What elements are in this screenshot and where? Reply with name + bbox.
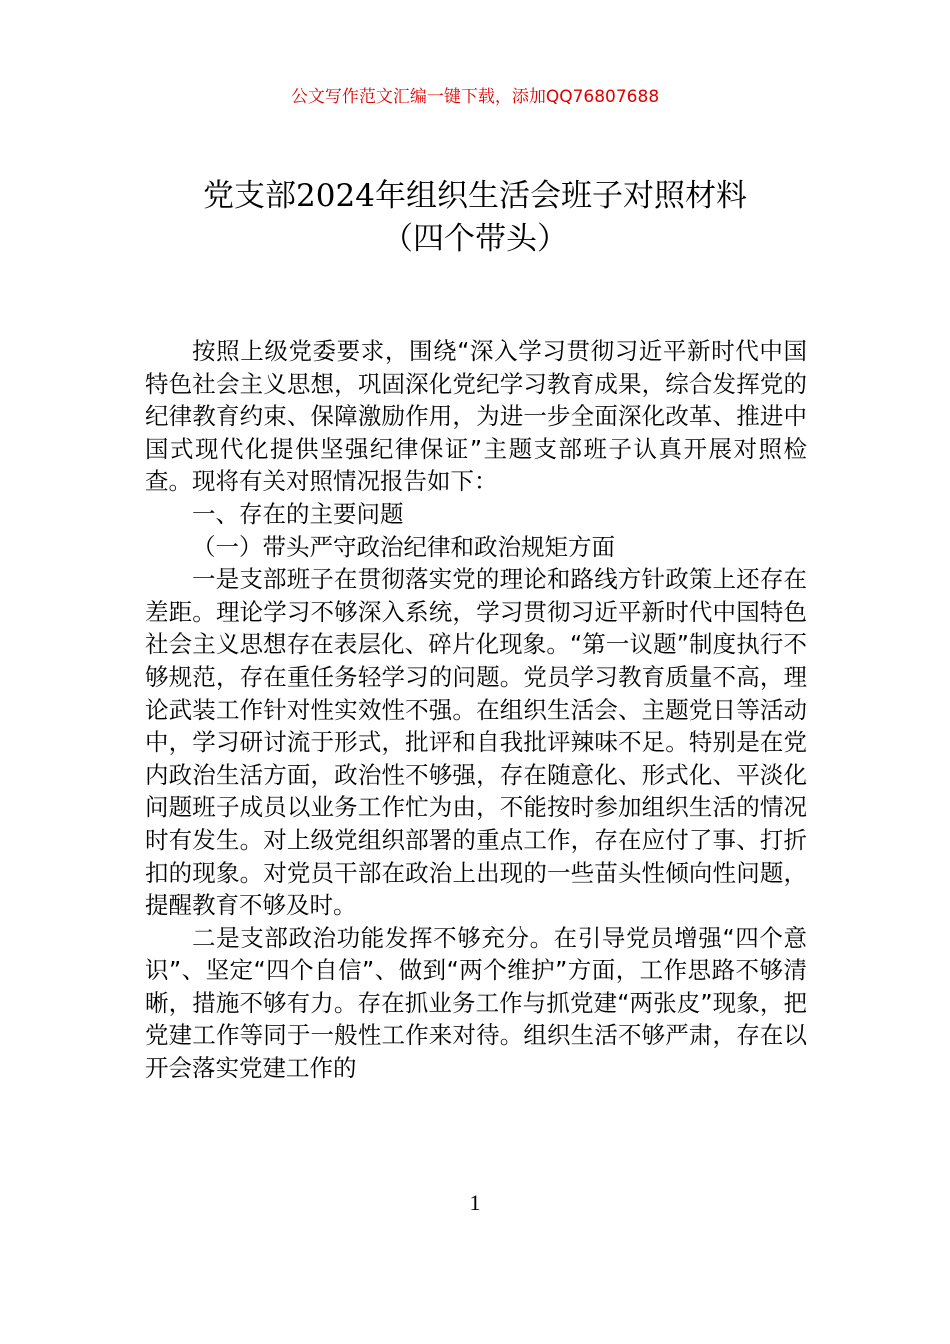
paragraph-point-1: 一是支部班子在贯彻落实党的理论和路线方针政策上还存在差距。理论学习不够深入系统，学习贯彻习近平新时代中国特色社会主义思想存在表层化、碎片化现象。“第一议题”制度执行不够规范，存在重任务轻学习的问题。党员学习教育质量不高，理论武装工作针对性实效性不强。在组织生活会、主题党日等活动中，学习研讨流于形式，批评和自我批评辣味不足。特别是在党内政治生活方面，政治性不够强，存在随意化、形式化、平淡化问题班子成员以业务工作忙为由，不能按时参加组织生活的情况时有发生。对上级党组织部署的重点工作，存在应付了事、打折扣的现象。对党员干部在政治上出现的一些苗头性倾向性问题，提醒教育不够及时。 <box>145 565 807 920</box>
header-banner: 公文写作范文汇编一键下载，添加QQ76807688 <box>290 87 660 107</box>
subsection-heading: （一）带头严守政治纪律和政治规矩方面 <box>192 532 615 561</box>
intro-paragraph: 按照上级党委要求，围绕“深入学习贯彻习近平新时代中国特色社会主义思想，巩固深化党纪学习教育成果，综合发挥党的纪律教育约束、保障激励作用，为进一步全面深化改革、推进中国式现代化提供坚强纪律保证”主题支部班子认真开展对照检查。现将有关对照情况报告如下： <box>145 337 807 496</box>
document-title: 党支部2024年组织生活会班子对照材料 <box>203 178 747 214</box>
document-body <box>145 335 807 1085</box>
document-subtitle: （四个带头） <box>382 221 568 257</box>
page-number: 1 <box>469 1190 481 1215</box>
section-heading: 一、存在的主要问题 <box>192 499 404 528</box>
paragraph-point-2: 二是支部政治功能发挥不够充分。在引导党员增强“四个意识”、坚定“四个自信”、做到“两个维护”方面，工作思路不够清晰，措施不够有力。存在抓业务工作与抓党建“两张皮”现象，把党建工作等同于一般性工作来对待。组织生活不够严肃，存在以开会落实党建工作的 <box>145 923 807 1083</box>
